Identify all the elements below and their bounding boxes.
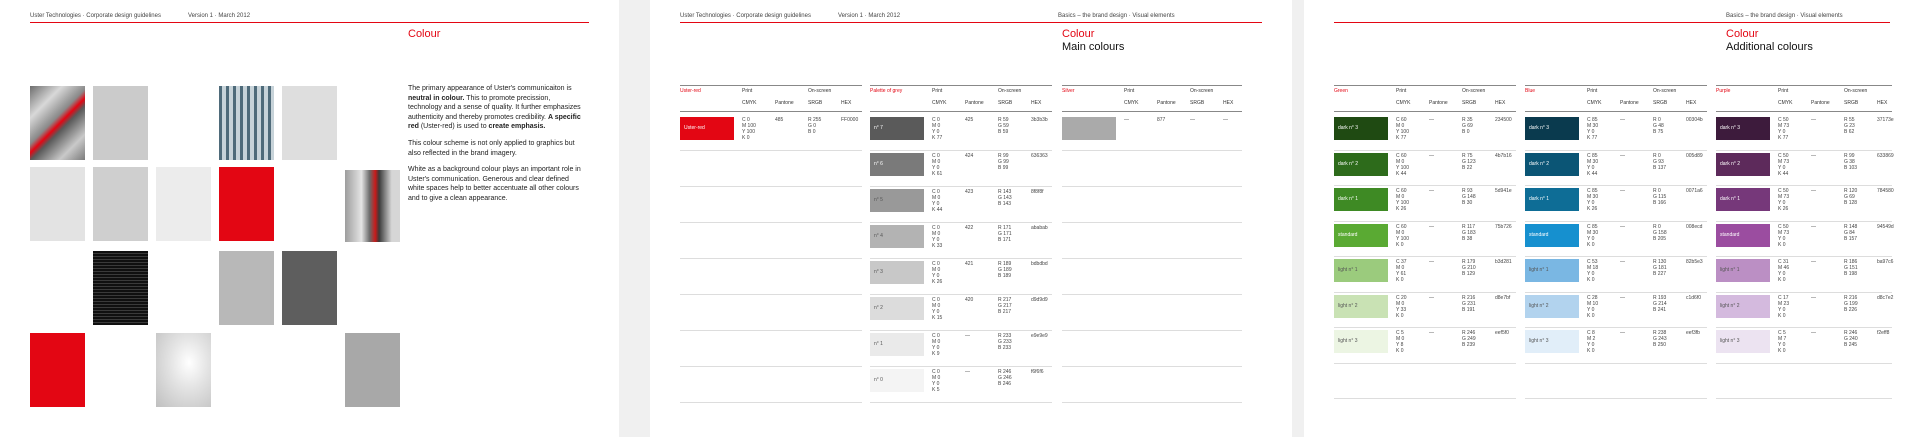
row-rule	[1525, 327, 1707, 328]
uster-red-tile	[219, 167, 274, 241]
colour-swatch: n° 0	[870, 369, 924, 392]
row-rule	[1525, 221, 1707, 222]
pantone-heading: Pantone	[1429, 100, 1448, 106]
hex-heading: HEX	[1031, 100, 1042, 106]
colour-swatch: dark n° 1	[1334, 188, 1388, 211]
row-rule	[680, 222, 862, 223]
group-rule	[1525, 85, 1707, 86]
pantone-value: —	[1429, 188, 1434, 194]
row-rule	[680, 366, 862, 367]
row-rule	[1716, 327, 1892, 328]
srgb-value: R 171 G 171 B 171	[998, 225, 1012, 243]
hex-value: d9d9d9	[1031, 297, 1048, 303]
pantone-value: —	[1429, 223, 1434, 230]
pantone-value: —	[1811, 152, 1816, 159]
intro-text-b: This to promote precission, technology and a sense of quality. It further emphasizes authenticity and thereby promotes credibility.	[408, 94, 581, 121]
hex-value: 234500	[1495, 117, 1512, 123]
srgb-heading: SRGB	[998, 100, 1013, 106]
srgb-value: R 217 G 217 B 217	[998, 297, 1012, 315]
page-subtitle: Additional colours	[1726, 41, 1813, 53]
light-grey-tile	[282, 86, 337, 160]
srgb-value: R 99 G 38 B 103	[1844, 152, 1858, 171]
colour-swatch: dark n° 2	[1525, 153, 1579, 176]
page-header	[1334, 13, 1890, 23]
pantone-heading: Pantone	[1620, 100, 1639, 106]
cmyk-value: C 28 M 10 Y 0 K 0	[1587, 294, 1599, 319]
srgb-value: R 93 G 148 B 30	[1462, 188, 1476, 206]
print-heading: Print	[932, 88, 943, 94]
hex-value: 5d941e	[1495, 188, 1512, 194]
row-rule	[680, 186, 862, 187]
srgb-value: R 179 G 210 B 129	[1462, 259, 1476, 277]
srgb-heading: SRGB	[1653, 100, 1668, 106]
print-heading: Print	[1587, 88, 1598, 94]
cmyk-value: C 0 M 0 Y 0 K 5	[932, 369, 941, 393]
colour-swatch: light n° 2	[1334, 295, 1388, 318]
row-rule	[1062, 222, 1242, 223]
hex-heading: HEX	[1877, 100, 1888, 106]
cmyk-value: C 5 M 0 Y 8 K 0	[1396, 330, 1405, 354]
srgb-value: R 0 G 48 B 75	[1653, 117, 1664, 135]
pantone-value: —	[1620, 117, 1625, 123]
hex-value: f2eff8	[1877, 330, 1890, 336]
cmyk-value: C 8 M 2 Y 0 K 0	[1587, 330, 1596, 354]
colour-swatch: n° 7	[870, 117, 924, 140]
srgb-value: R 99 G 99 B 99	[998, 153, 1009, 171]
row-rule	[1716, 185, 1892, 186]
colour-swatch: n° 6	[870, 153, 924, 176]
hex-value: d8c7e2	[1877, 294, 1894, 301]
row-rule	[1062, 366, 1242, 367]
group-name: Green	[1334, 88, 1348, 94]
row-rule	[870, 258, 1052, 259]
instrument-photo	[345, 170, 400, 242]
colour-swatch: n° 5	[870, 189, 924, 212]
row-rule	[1525, 363, 1707, 364]
group-rule	[680, 85, 862, 86]
cmyk-value: C 0 M 0 Y 0 K 61	[932, 153, 943, 177]
colour-swatch: light n° 3	[1334, 330, 1388, 353]
row-rule	[1525, 150, 1707, 151]
pantone-value: 425	[965, 117, 974, 123]
pantone-value: —	[965, 333, 970, 339]
header-rule	[1716, 111, 1892, 112]
cmyk-value: C 0 M 0 Y 0 K 15	[932, 297, 943, 321]
row-rule	[1525, 185, 1707, 186]
pantone-heading: Pantone	[775, 100, 794, 106]
machine-detail-photo	[30, 86, 85, 160]
intro-text	[408, 84, 583, 211]
colour-swatch: standard	[1716, 224, 1770, 247]
cmyk-value: C 31 M 46 Y 0 K 0	[1778, 259, 1790, 283]
colour-swatch: light n° 1	[1716, 259, 1770, 282]
colour-swatch: standard	[1525, 224, 1579, 247]
cmyk-value: C 85 M 30 Y 0 K 0	[1587, 223, 1599, 248]
row-rule	[1716, 398, 1892, 399]
srgb-value: R 193 G 214 B 241	[1653, 294, 1667, 313]
hex-value: —	[1223, 117, 1228, 123]
cmyk-value: C 53 M 18 Y 0 K 0	[1587, 259, 1599, 283]
group-name: Uster-red	[680, 88, 701, 94]
group-rule	[1062, 85, 1242, 86]
srgb-value: R 143 G 143 B 143	[998, 189, 1012, 207]
pantone-value: —	[1811, 294, 1816, 301]
hex-heading: HEX	[1223, 100, 1234, 106]
srgb-value: R 0 G 158 B 205	[1653, 223, 1667, 242]
row-rule	[870, 330, 1052, 331]
cmyk-value: C 60 M 0 Y 100 K 0	[1396, 223, 1409, 248]
row-rule	[870, 294, 1052, 295]
page-title: Colour	[1726, 28, 1759, 40]
colour-swatch: light n° 3	[1716, 330, 1770, 353]
row-rule	[1334, 185, 1516, 186]
srgb-heading: SRGB	[1844, 100, 1859, 106]
pantone-value: —	[1429, 330, 1434, 336]
page-colour-intro	[0, 0, 619, 437]
hex-value: 3b3b3b	[1031, 117, 1048, 123]
srgb-value: R 189 G 189 B 189	[998, 261, 1012, 279]
intro-text-c: (Uster-red) is used to	[418, 123, 489, 131]
pantone-value: —	[1620, 223, 1625, 230]
row-rule	[680, 330, 862, 331]
cmyk-value: C 0 M 0 Y 0 K 44	[932, 189, 943, 213]
header-rule	[1525, 111, 1707, 112]
colour-swatch: light n° 2	[1716, 295, 1770, 318]
row-rule	[870, 150, 1052, 151]
hex-heading: HEX	[1686, 100, 1697, 106]
header-rule	[680, 111, 862, 112]
group-name: Palette of grey	[870, 88, 903, 94]
hex-value: 37173e	[1877, 117, 1894, 123]
cmyk-value: C 85 M 30 Y 0 K 26	[1587, 188, 1599, 212]
intro-bold-a: neutral in colour.	[408, 94, 465, 102]
cmyk-value: C 17 M 23 Y 0 K 0	[1778, 294, 1790, 319]
row-rule	[870, 402, 1052, 403]
srgb-heading: SRGB	[1462, 100, 1477, 106]
row-rule	[1062, 402, 1242, 403]
srgb-value: R 246 G 246 B 246	[998, 369, 1012, 387]
header-company: Uster Technologies · Corporate design guidelines	[680, 13, 811, 19]
row-rule	[1062, 294, 1242, 295]
pantone-value: 421	[965, 261, 974, 267]
pantone-value: 420	[965, 297, 974, 303]
srgb-value: R 148 G 84 B 157	[1844, 223, 1858, 242]
pantone-value: —	[1429, 152, 1434, 159]
pantone-value: —	[1620, 259, 1625, 265]
colour-swatch: dark n° 1	[1525, 188, 1579, 211]
hex-value: bdbdbd	[1031, 261, 1048, 267]
srgb-value: R 55 G 23 B 62	[1844, 117, 1855, 135]
row-rule	[1334, 398, 1516, 399]
dark-grey-tile	[282, 251, 337, 325]
row-rule	[870, 222, 1052, 223]
white-paragraph: White as a background colour plays an important role in Uster's communication. Generous and clear defined white spaces help to better accentuate all other colours and to give a clean appearance.	[408, 166, 581, 202]
pantone-heading: Pantone	[1811, 100, 1830, 106]
group-rule	[1334, 85, 1516, 86]
cmyk-value: C 60 M 0 Y 100 K 77	[1396, 117, 1409, 141]
colour-swatch: light n° 2	[1525, 295, 1579, 318]
light-grey-tile	[156, 167, 211, 241]
hex-value: 4b7b16	[1495, 152, 1512, 159]
colour-swatch: n° 1	[870, 333, 924, 356]
hex-value: eef3fb	[1686, 330, 1700, 336]
srgb-value: R 0 G 93 B 137	[1653, 152, 1667, 171]
hex-value: 636363	[1031, 153, 1048, 159]
white-fabric-photo	[156, 333, 211, 407]
row-rule	[680, 258, 862, 259]
pantone-value: —	[1620, 152, 1625, 159]
srgb-value: R 186 G 151 B 198	[1844, 259, 1858, 277]
hex-value: 008ecd	[1686, 223, 1703, 230]
cmyk-value: C 0 M 0 Y 0 K 9	[932, 333, 941, 357]
cmyk-value: C 0 M 0 Y 0 K 77	[932, 117, 943, 141]
row-rule	[1525, 398, 1707, 399]
intro-paragraph	[408, 84, 583, 132]
pantone-value: 485	[775, 117, 784, 123]
hex-value: f6f6f6	[1031, 369, 1044, 375]
print-heading: Print	[1778, 88, 1789, 94]
srgb-value: R 246 G 249 B 239	[1462, 330, 1476, 348]
srgb-value: R 35 G 69 B 0	[1462, 117, 1473, 135]
page-title: Colour	[408, 28, 441, 40]
pantone-value: —	[1429, 259, 1434, 265]
srgb-value: R 130 G 181 B 227	[1653, 259, 1667, 277]
row-rule	[1716, 292, 1892, 293]
hex-value: eef5f0	[1495, 330, 1509, 336]
print-heading: Print	[1396, 88, 1407, 94]
pantone-value: —	[1620, 188, 1625, 194]
cmyk-heading: CMYK	[932, 100, 947, 106]
row-rule	[1716, 256, 1892, 257]
pantone-value: —	[1429, 117, 1434, 123]
cmyk-value: C 50 M 73 Y 0 K 0	[1778, 223, 1790, 248]
colour-swatch: dark n° 3	[1334, 117, 1388, 140]
page-header	[30, 13, 589, 23]
page-header	[680, 13, 1262, 23]
srgb-heading: SRGB	[808, 100, 823, 106]
cmyk-value: C 0 M 0 Y 0 K 26	[932, 261, 943, 285]
page-subtitle: Main colours	[1062, 41, 1125, 53]
onscreen-heading: On-screen	[808, 88, 832, 94]
row-rule	[680, 402, 862, 403]
row-rule	[1062, 258, 1242, 259]
pantone-value: 877	[1157, 117, 1166, 123]
header-section: Basics – the brand design · Visual elements	[1058, 13, 1175, 19]
colour-swatch: n° 4	[870, 225, 924, 248]
srgb-value: R 120 G 69 B 128	[1844, 188, 1858, 206]
colour-swatch: light n° 1	[1525, 259, 1579, 282]
header-rule	[1334, 111, 1516, 112]
colour-swatch	[1062, 117, 1116, 140]
pantone-value: —	[1811, 259, 1816, 265]
hex-value: b3d281	[1495, 259, 1512, 265]
hex-value: 0071a6	[1686, 188, 1703, 194]
imagery-paragraph: This colour scheme is not only applied to graphics but also reflected in the brand imagery.	[408, 139, 575, 157]
group-name: Purple	[1716, 88, 1731, 94]
intro-text-a: The primary appearance of Uster's communicaiton is	[408, 85, 572, 92]
row-rule	[1334, 150, 1516, 151]
row-rule	[1334, 221, 1516, 222]
row-rule	[870, 186, 1052, 187]
pantone-heading: Pantone	[965, 100, 984, 106]
colour-swatch: light n° 3	[1525, 330, 1579, 353]
pantone-value: —	[1811, 117, 1816, 123]
srgb-value: R 216 G 199 B 226	[1844, 294, 1858, 313]
colour-swatch: dark n° 3	[1716, 117, 1770, 140]
grey-tile	[93, 86, 148, 160]
light-grey-tile	[30, 167, 85, 241]
srgb-value: R 117 G 183 B 38	[1462, 223, 1476, 242]
header-version: Version 1 · March 2012	[188, 13, 251, 19]
srgb-value: R 75 G 123 B 22	[1462, 152, 1476, 171]
cmyk-value: C 20 M 0 Y 33 K 0	[1396, 294, 1407, 319]
pantone-heading: Pantone	[1157, 100, 1176, 106]
print-heading: Print	[1124, 88, 1135, 94]
pantone-value: —	[1429, 294, 1434, 301]
srgb-value: R 59 G 59 B 59	[998, 117, 1009, 135]
intro-bold-c: create emphasis.	[488, 123, 546, 131]
hex-heading: HEX	[841, 100, 852, 106]
group-rule	[870, 85, 1052, 86]
cmyk-heading: CMYK	[1124, 100, 1139, 106]
row-rule	[1334, 292, 1516, 293]
hex-value: 75b726	[1495, 223, 1512, 230]
row-rule	[1716, 150, 1892, 151]
colour-swatch: n° 2	[870, 297, 924, 320]
intro-bold-b: A specific red	[408, 113, 581, 131]
pantone-value: 423	[965, 189, 974, 195]
cmyk-value: C 37 M 0 Y 61 K 0	[1396, 259, 1407, 283]
uster-red-tile	[30, 333, 85, 407]
hex-value: e9e9e9	[1031, 333, 1048, 339]
colour-swatch: dark n° 1	[1716, 188, 1770, 211]
pantone-value: —	[1620, 330, 1625, 336]
colour-swatch: dark n° 3	[1525, 117, 1579, 140]
row-rule	[1062, 186, 1242, 187]
hex-value: d8e7bf	[1495, 294, 1511, 301]
page-additional-colours	[1304, 0, 1920, 437]
cmyk-heading: CMYK	[1587, 100, 1602, 106]
hex-value: 8f8f8f	[1031, 189, 1044, 195]
pantone-value: —	[1811, 330, 1816, 336]
hex-value: c1d6f0	[1686, 294, 1702, 301]
cmyk-value: C 50 M 73 Y 0 K 26	[1778, 188, 1790, 212]
row-rule	[680, 294, 862, 295]
srgb-heading: SRGB	[1190, 100, 1205, 106]
hex-value: 784580	[1877, 188, 1894, 194]
group-name: Silver	[1062, 88, 1075, 94]
grey-tile	[93, 167, 148, 241]
hex-value: ababab	[1031, 225, 1048, 231]
header-version: Version 1 · March 2012	[838, 13, 901, 19]
hex-heading: HEX	[1495, 100, 1506, 106]
hex-value: 94549d	[1877, 223, 1894, 230]
hex-value: 633869	[1877, 152, 1894, 159]
header-company: Uster Technologies · Corporate design guidelines	[30, 13, 161, 19]
header-rule	[1062, 111, 1242, 112]
row-rule	[1334, 256, 1516, 257]
cmyk-value: C 85 M 30 Y 0 K 44	[1587, 152, 1599, 177]
srgb-value: R 246 G 240 B 245	[1844, 330, 1858, 348]
cmyk-heading: CMYK	[742, 100, 757, 106]
pantone-value: —	[1811, 223, 1816, 230]
page-title: Colour	[1062, 28, 1095, 40]
hex-value: 00304b	[1686, 117, 1703, 123]
onscreen-heading: On-screen	[1190, 88, 1214, 94]
cmyk-value: C 60 M 0 Y 100 K 44	[1396, 152, 1409, 177]
srgb-value: R 0 G 115 B 166	[1653, 188, 1667, 206]
group-name: Blue	[1525, 88, 1536, 94]
hex-value: 82b5e3	[1686, 259, 1703, 265]
row-rule	[1334, 327, 1516, 328]
print-heading: Print	[742, 88, 753, 94]
row-rule	[1716, 221, 1892, 222]
grey-tile	[219, 251, 274, 325]
row-rule	[1716, 363, 1892, 364]
row-rule	[1062, 150, 1242, 151]
row-rule	[1525, 292, 1707, 293]
colour-swatch: standard	[1334, 224, 1388, 247]
row-rule	[680, 150, 862, 151]
srgb-value: R 216 G 231 B 191	[1462, 294, 1476, 313]
srgb-value: R 233 G 233 B 233	[998, 333, 1012, 351]
pantone-value: 424	[965, 153, 974, 159]
colour-swatch: light n° 1	[1334, 259, 1388, 282]
page-main-colours	[650, 0, 1292, 437]
cmyk-value: C 60 M 0 Y 100 K 26	[1396, 188, 1409, 212]
cmyk-value: C 85 M 30 Y 0 K 77	[1587, 117, 1599, 141]
colour-swatch: Uster-red	[680, 117, 734, 140]
pantone-value: —	[1811, 188, 1816, 194]
header-rule	[870, 111, 1052, 112]
onscreen-heading: On-screen	[1844, 88, 1868, 94]
cmyk-value: C 0 M 100 Y 100 K 0	[742, 117, 756, 141]
srgb-value: R 255 G 0 B 0	[808, 117, 822, 135]
cmyk-value: C 50 M 73 Y 0 K 44	[1778, 152, 1790, 177]
cmyk-value: —	[1124, 117, 1129, 123]
row-rule	[1062, 330, 1242, 331]
colour-swatch: dark n° 2	[1716, 153, 1770, 176]
srgb-value: R 238 G 243 B 250	[1653, 330, 1667, 348]
hex-value: 005d89	[1686, 152, 1703, 159]
cmyk-heading: CMYK	[1396, 100, 1411, 106]
header-section: Basics – the brand design · Visual elements	[1726, 13, 1843, 19]
onscreen-heading: On-screen	[998, 88, 1022, 94]
row-rule	[870, 366, 1052, 367]
colour-swatch: n° 3	[870, 261, 924, 284]
hex-value: ba97c6	[1877, 259, 1894, 265]
pantone-value: —	[965, 369, 970, 375]
srgb-value: —	[1190, 117, 1195, 123]
grey-tile	[345, 333, 400, 407]
onscreen-heading: On-screen	[1653, 88, 1677, 94]
onscreen-heading: On-screen	[1462, 88, 1486, 94]
row-rule	[1334, 363, 1516, 364]
hex-value: FF0000	[841, 117, 859, 123]
group-rule	[1716, 85, 1892, 86]
colour-swatch: dark n° 2	[1334, 153, 1388, 176]
pantone-value: —	[1620, 294, 1625, 301]
pantone-value: 422	[965, 225, 974, 231]
cmyk-value: C 0 M 0 Y 0 K 33	[932, 225, 943, 249]
fabric-texture-photo	[93, 251, 148, 325]
cmyk-heading: CMYK	[1778, 100, 1793, 106]
row-rule	[1525, 256, 1707, 257]
cmyk-value: C 50 M 73 Y 0 K 77	[1778, 117, 1790, 141]
cmyk-value: C 5 M 7 Y 0 K 0	[1778, 330, 1787, 354]
spinning-mill-photo	[219, 86, 274, 160]
